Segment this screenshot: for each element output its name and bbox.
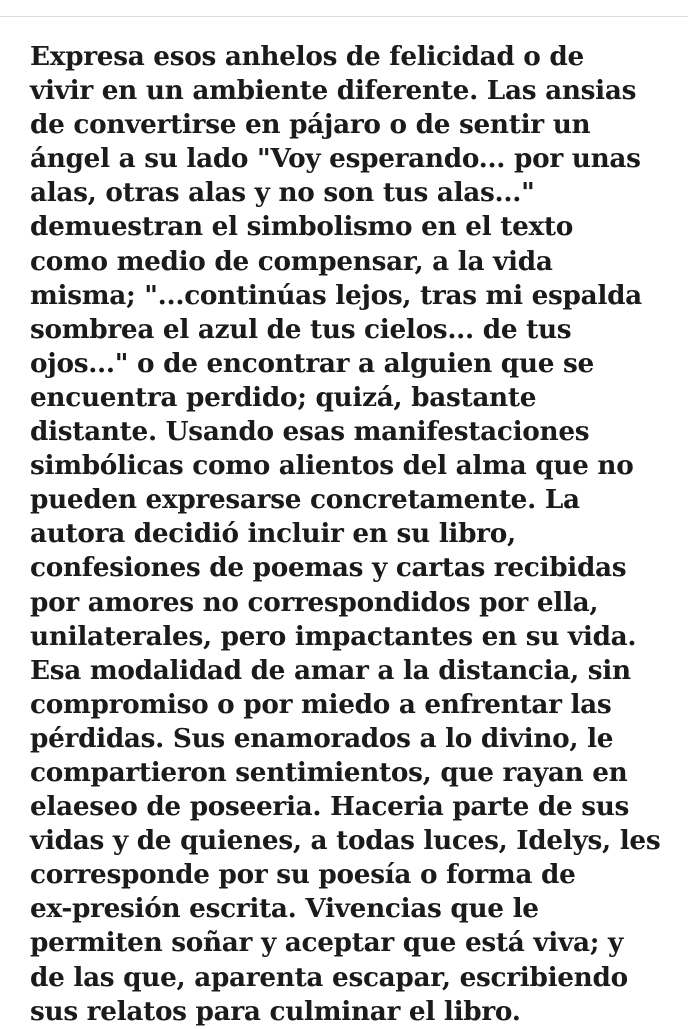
text-line: compromiso o por miedo a enfrentar las	[30, 688, 612, 720]
text-line: pérdidas. Sus enamorados a lo divino, le	[30, 722, 614, 754]
text-line: como medio de compensar, a la vida	[30, 245, 553, 277]
text-line: misma; "...continúas lejos, tras mi espalda	[30, 279, 642, 311]
text-line: encuentra perdido; quizá, bastante	[30, 381, 537, 413]
text-line: permiten soñar y aceptar que está viva; y	[30, 927, 623, 959]
text-line: pueden expresarse concretamente. La	[30, 484, 580, 516]
text-line: ángel a su lado "Voy esperando... por unas	[30, 143, 641, 175]
text-line: vidas y de quienes, a todas luces, Idelys, les	[30, 825, 661, 857]
text-line: ojos..." o de encontrar a alguien que se	[30, 347, 594, 379]
text-line: elaeseo de poseeria. Haceria parte de sus	[30, 791, 630, 823]
text-line: demuestran el simbolismo en el texto	[30, 211, 573, 243]
text-line: ex-presión escrita. Vivencias que le	[30, 893, 539, 925]
text-line: simbólicas como alientos del alma que no	[30, 450, 634, 482]
text-line: sus relatos para culminar el libro.	[30, 995, 521, 1027]
text-line: autora decidió incluir en su libro,	[30, 518, 516, 550]
text-line: compartieron sentimientos, que rayan en	[30, 756, 628, 788]
text-line: de convertirse en pájaro o de sentir un	[30, 109, 591, 141]
text-line: de las que, aparenta escapar, escribiendo	[30, 961, 628, 993]
text-line: Esa modalidad de amar a la distancia, sin	[30, 654, 631, 686]
text-line: distante. Usando esas manifestaciones	[30, 416, 590, 448]
text-line: unilaterales, pero impactantes en su vida.	[30, 620, 637, 652]
article-body-text	[30, 40, 680, 1029]
text-line: Expresa esos anhelos de felicidad o de	[30, 41, 584, 72]
text-line: por amores no correspondidos por ella,	[30, 586, 599, 618]
text-line: alas, otras alas y no son tus alas..."	[30, 177, 535, 209]
text-line: confesiones de poemas y cartas recibidas	[30, 552, 627, 584]
text-line: sombrea el azul de tus cielos... de tus	[30, 313, 572, 345]
top-divider	[0, 0, 688, 17]
text-line: vivir en un ambiente diferente. Las ansias	[30, 75, 637, 107]
text-line: corresponde por su poesía o forma de	[30, 859, 576, 891]
